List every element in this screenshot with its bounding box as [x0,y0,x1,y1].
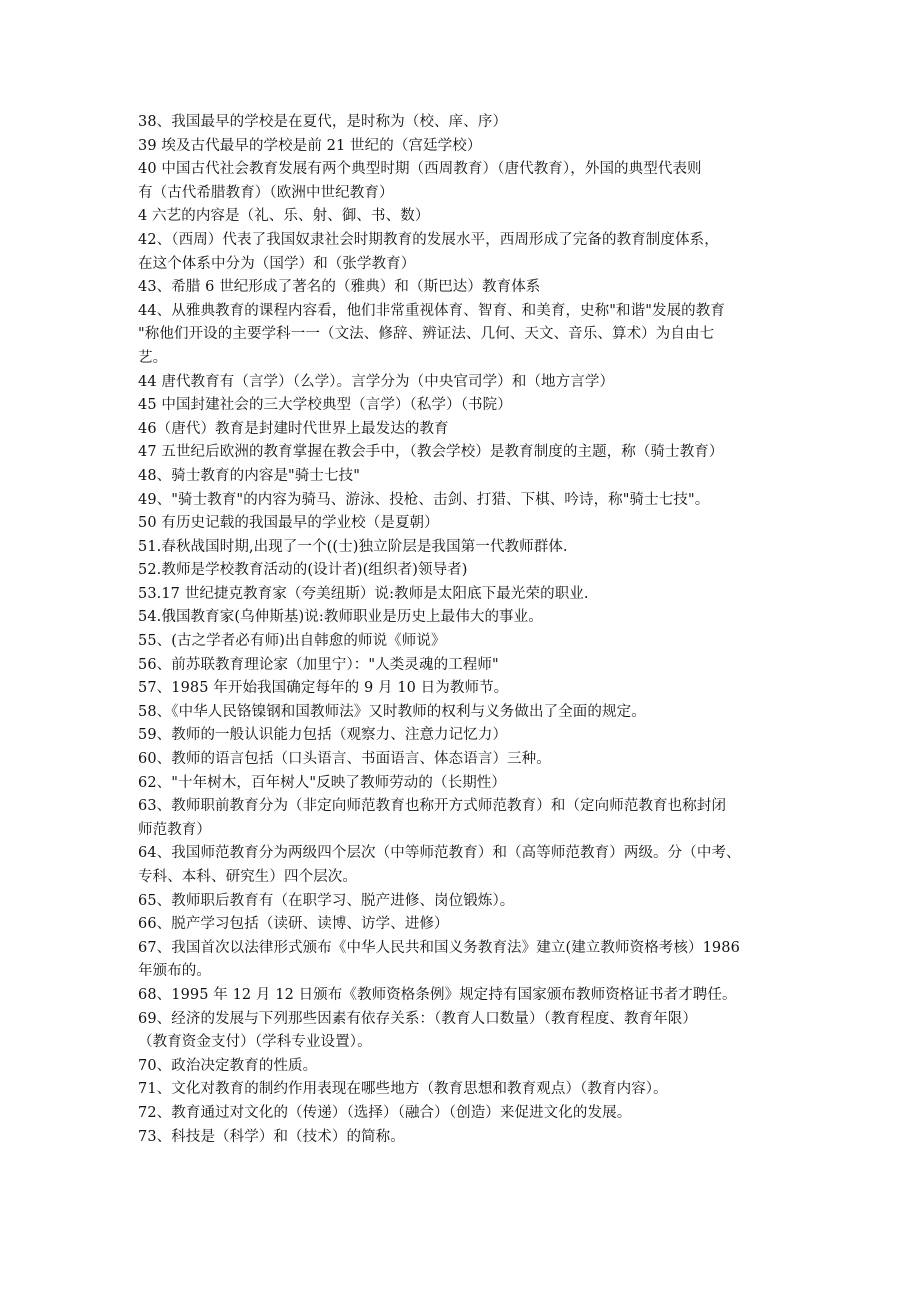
text-line: 44、从雅典教育的课程内容看，他们非常重视体育、智育、和美育，史称"和谐"发展的教育 [138,302,725,319]
text-line: 54.俄国教育家(乌伸斯基)说:教师职业是历史上最伟大的事业。 [138,609,543,626]
text-line: 58、《中华人民铬镍钢和国教师法》又时教师的权利与义务做出了全面的规定。 [138,703,646,720]
text-line: 51.春秋战国时期,出现了一个((士)独立阶层是我国第一代教师群体. [138,538,568,555]
text-line: 45 中国封建社会的三大学校典型（言学）（私学）（书院） [138,397,512,414]
text-line: 65、教师职后教育有（在职学习、脱产进修、岗位锻炼）。 [138,892,515,909]
text-line: 68、1995 年 12 月 12 日颁布《教师资格条例》规定持有国家颁布教师资格证书者才聘任。 [138,986,737,1003]
text-line: 63、教师职前教育分为（非定向师范教育也称开方式师范教育）和（定向师范教育也称封闭 [138,798,727,815]
text-line: 4 六艺的内容是（礼、乐、射、御、书、数） [138,208,430,225]
text-line: 39 埃及古代最早的学校是前 21 世纪的（宫廷学校） [138,137,482,154]
text-line: 艺。 [138,349,168,366]
text-line: 57、1985 年开始我国确定每年的 9 月 10 日为教师节。 [138,680,509,697]
text-line: 64、我国师范教育分为两级四个层次（中等师范教育）和（高等师范教育）两级。分（中考、 [138,845,741,862]
text-line: 69、经济的发展与下列那些因素有依存关系：（教育人口数量）（教育程度、教育年限） [138,1010,697,1027]
text-line: "称他们开设的主要学科一一（文法、修辞、辨证法、几何、天文、音乐、算术）为自由七 [138,326,715,343]
text-line: 70、政治决定教育的性质。 [138,1057,318,1074]
text-line: 56、前苏联教育理论家（加里宁）："人类灵魂的工程师" [138,656,499,673]
text-line: 年颁布的。 [138,963,211,980]
text-line: 42、（西周）代表了我国奴隶社会时期教育的发展水平，西周形成了完备的教育制度体系， [138,231,719,248]
text-line: 62、"十年树木，百年树人"反映了教师劳动的（长期性） [138,774,506,791]
text-line: 50 有历史记载的我国最早的学业校（是夏朝） [138,515,439,532]
text-line: 52.教师是学校教育活动的(设计者)(组织者)领导者) [138,562,468,579]
text-line: 专科、本科、研究生）四个层次。 [138,869,357,885]
text-line: 67、我国首次以法律形式颁布《中华人民共和国义务教育法》建立(建立教师资格考核）1986 [138,939,740,956]
text-line: 48、骑士教育的内容是"骑士七技" [138,467,360,484]
text-line: 44 唐代教育有（言学）（么学）。言学分为（中央官司学）和（地方言学） [138,373,615,390]
text-line: 71、文化对教育的制约作用表现在哪些地方（教育思想和教育观点）（教育内容）。 [138,1081,668,1098]
text-line: 73、科技是（科学）和（技术）的简称。 [138,1128,405,1145]
text-line: （教育资金支付）（学科专业设置）。 [138,1034,372,1051]
text-line: 38、我国最早的学校是在夏代，是时称为（校、庠、序） [138,114,508,130]
text-line: 46（唐代）教育是封建时代世界上最发达的教育 [138,420,449,437]
text-line: 40 中国古代社会教育发展有两个典型时期（西周教育）（唐代教育），外国的典型代表则 [138,161,702,178]
text-line: 55、(古之学者必有师)出自韩愈的师说《师说》 [138,633,446,650]
text-line: 53.17 世纪捷克教育家（夸美纽斯）说:教师是太阳底下最光荣的职业. [138,585,589,602]
text-line: 72、教育通过对文化的（传递）（选择）（融合）（创造）来促进文化的发展。 [138,1104,632,1121]
text-line: 59、教师的一般认识能力包括（观察力、注意力记忆力） [138,727,508,744]
text-line: 在这个体系中分为（国学）和（张学教育） [138,255,416,272]
text-line: 60、教师的语言包括（口头语言、书面语言、体态语言）三种。 [138,751,551,768]
text-line: 43、希腊 6 世纪形成了著名的（雅典）和（斯巴达）教育体系 [138,279,541,296]
text-line: 66、脱产学习包括（读研、读博、访学、进修） [138,916,449,933]
text-line: 师范教育） [138,821,211,838]
document-body [138,111,788,1149]
text-line: 49、"骑士教育"的内容为骑马、游泳、投枪、击剑、打猎、下棋、吟诗，称"骑士七技"。 [138,491,710,508]
text-line: 47 五世纪后欧洲的教育掌握在教会手中，（教会学校）是教育制度的主题，称（骑士教育） [138,444,724,461]
text-line: 有（古代希腊教育）（欧洲中世纪教育） [138,184,394,201]
